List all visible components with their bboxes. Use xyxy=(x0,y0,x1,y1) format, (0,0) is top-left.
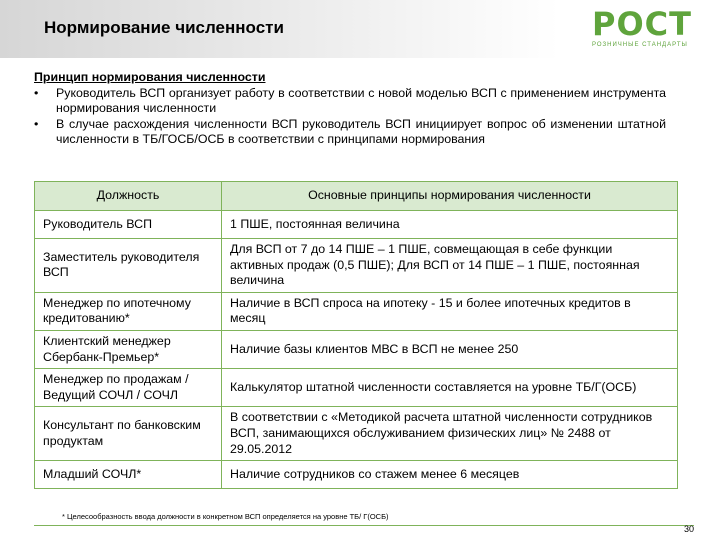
role-cell: Руководитель ВСП xyxy=(35,211,222,239)
table-row xyxy=(35,407,678,461)
table-row xyxy=(35,211,678,239)
bullet-text: Руководитель ВСП организует работу в соответствии с новой моделью ВСП с применением инструмента нормирования численности xyxy=(56,85,666,116)
bullet-icon: • xyxy=(34,116,39,131)
bullet-icon: • xyxy=(34,85,39,100)
page-number: 30 xyxy=(684,524,695,534)
staffing-norms-table xyxy=(34,181,678,489)
principle-cell: 1 ПШЕ, постоянная величина xyxy=(222,211,678,239)
table-row xyxy=(35,369,678,407)
table-row xyxy=(35,461,678,489)
intro-heading: Принцип нормирования численности xyxy=(34,70,266,84)
table-row xyxy=(35,239,678,293)
role-cell: Клиентский менеджер Сбербанк-Премьер* xyxy=(35,330,222,368)
logo-subtitle: РОЗНИЧНЫЕ СТАНДАРТЫ xyxy=(592,42,688,48)
intro-bullet xyxy=(34,86,666,117)
intro-bullet xyxy=(34,117,666,148)
principle-cell: Наличие сотрудников со стажем менее 6 месяцев xyxy=(222,461,678,489)
role-cell: Консультант по банковским продуктам xyxy=(35,407,222,461)
table-row xyxy=(35,330,678,368)
footer-divider xyxy=(34,525,694,526)
bullet-text: В случае расхождения численности ВСП руководитель ВСП инициирует вопрос об изменении штатной численности в ТБ/ГОСБ/ОСБ в соответствии с принципами нормирования xyxy=(56,116,666,147)
table-header-row xyxy=(35,182,678,211)
principle-cell: Для ВСП от 7 до 14 ПШЕ – 1 ПШЕ, совмещающая в себе функции активных продаж (0,5 ПШЕ); Для ВСП от 14 ПШЕ – 1 ПШЕ, постоянная величина xyxy=(222,239,678,293)
intro-section xyxy=(34,70,666,148)
logo-wordmark: РОСТ xyxy=(592,5,692,43)
table-row xyxy=(35,292,678,330)
role-cell: Младший СОЧЛ* xyxy=(35,461,222,489)
column-header-position: Должность xyxy=(35,182,222,211)
principle-cell: Калькулятор штатной численности составляется на уровне ТБ/Г(ОСБ) xyxy=(222,369,678,407)
role-cell: Менеджер по продажам / Ведущий СОЧЛ / СОЧЛ xyxy=(35,369,222,407)
rost-logo xyxy=(592,5,706,52)
principle-cell: Наличие базы клиентов МВС в ВСП не менее 250 xyxy=(222,330,678,368)
role-cell: Менеджер по ипотечному кредитованию* xyxy=(35,292,222,330)
role-cell: Заместитель руководителя ВСП xyxy=(35,239,222,293)
page-title: Нормирование численности xyxy=(44,18,284,37)
principle-cell: Наличие в ВСП спроса на ипотеку - 15 и более ипотечных кредитов в месяц xyxy=(222,292,678,330)
column-header-principles: Основные принципы нормирования численности xyxy=(222,182,678,211)
footnote: * Целесообразность ввода должности в конкретном ВСП определяется на уровне ТБ/ Г(ОСБ) xyxy=(62,512,389,521)
principle-cell: В соответствии с «Методикой расчета штатной численности сотрудников ВСП, занимающихся обслуживанием физических лиц» № 2488 от 29.05.2012 xyxy=(222,407,678,461)
